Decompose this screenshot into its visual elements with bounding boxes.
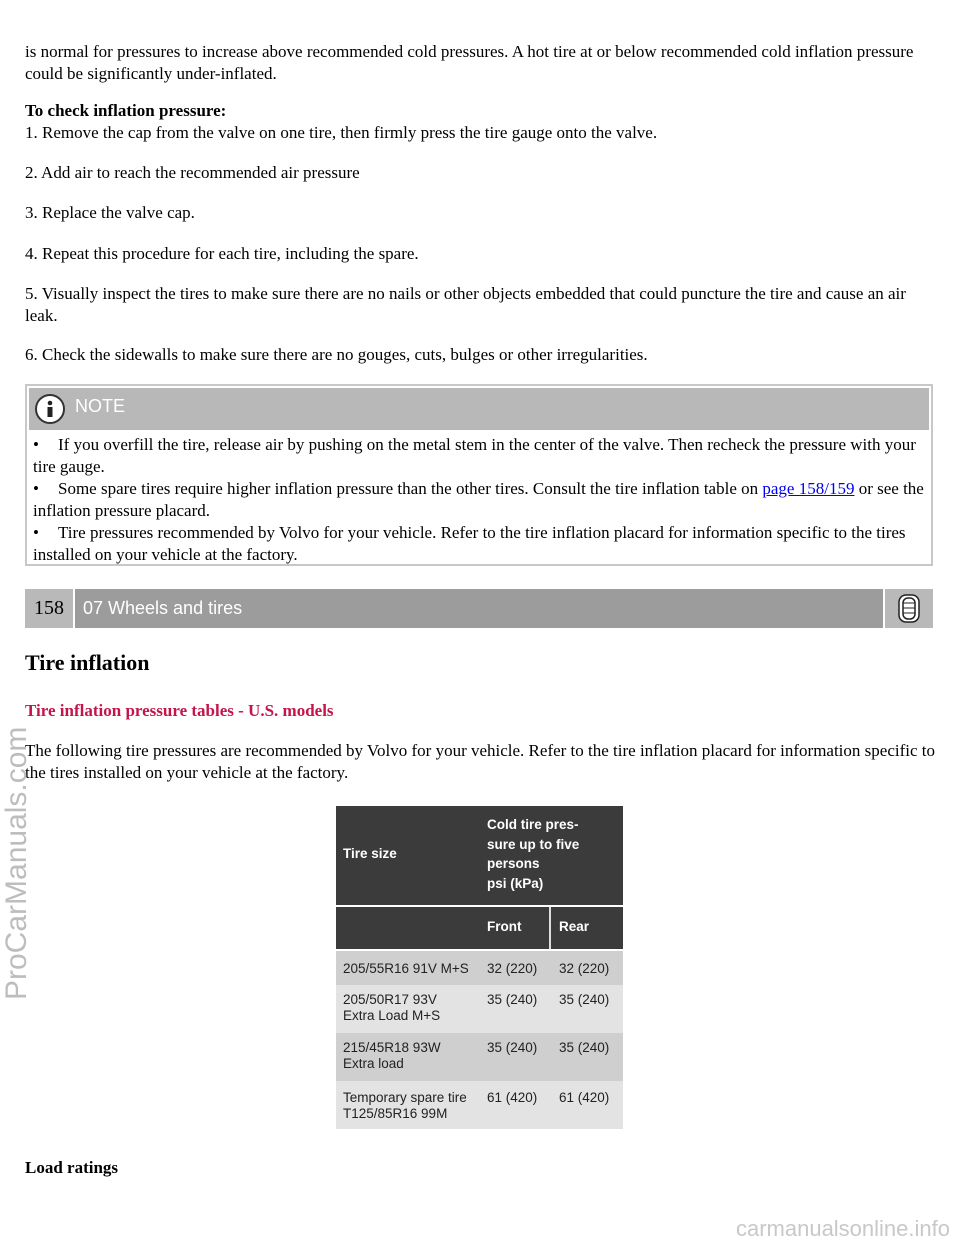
page-link[interactable]: page 158/159 (762, 479, 855, 498)
note-item (33, 434, 925, 478)
continued-paragraph: is normal for pressures to increase above recommended cold pressures. A hot tire at or below recommended cold inflation pressure could be significantly under-inflated. (25, 42, 914, 83)
cell-tire-size: 205/50R17 93V (343, 992, 437, 1007)
cell-front: 61 (420) (487, 1090, 538, 1105)
tire-pressure-table (336, 806, 623, 1129)
cell-tire-size: Temporary spare tire (343, 1090, 467, 1105)
page-number: 158 (25, 589, 73, 628)
note-item (33, 478, 925, 522)
step-3: 3. Replace the valve cap. (25, 203, 195, 222)
cell-tire-size: 215/45R18 93W (343, 1040, 441, 1055)
table-subheader (336, 907, 623, 949)
info-icon (35, 394, 65, 424)
side-watermark: ProCarManuals.com (0, 726, 33, 1000)
section-paragraph: The following tire pressures are recommended by Volvo for your vehicle. Refer to the tire inflation placard for information specific to the tires installed on your vehicle at the factory. (25, 741, 935, 782)
bullet-icon: • (33, 479, 39, 498)
cell-tire-size-line2: Extra load (343, 1056, 404, 1071)
table-row (336, 985, 623, 1033)
header-cold-line: sure up to five (487, 837, 580, 852)
header-cold-line: persons (487, 856, 540, 871)
header-cold-line: Cold tire pres- (487, 817, 579, 832)
chapter-bar (25, 589, 933, 628)
cell-front: 35 (240) (487, 992, 538, 1007)
cell-rear: 32 (220) (559, 961, 610, 976)
note-item-text: Tire pressures recommended by Volvo for your vehicle. Refer to the tire inflation placard for information specific to the tires installed on your vehicle at the factory. (33, 523, 906, 564)
header-tire-size: Tire size (343, 846, 397, 861)
column-divider (549, 907, 551, 949)
note-list (33, 434, 925, 566)
step-5: 5. Visually inspect the tires to make sure there are no nails or other objects embedded that could puncture the tire and cause an air leak. (25, 284, 906, 325)
note-item-text: or see the inflation pressure placard. (33, 479, 924, 520)
table-row (336, 1081, 623, 1129)
wheel-icon (885, 589, 933, 628)
bullet-icon: • (33, 435, 39, 454)
step-4: 4. Repeat this procedure for each tire, including the spare. (25, 244, 419, 263)
load-ratings-heading: Load ratings (25, 1158, 119, 1177)
cell-tire-size: 205/55R16 91V M+S (343, 961, 469, 976)
bullet-icon: • (33, 523, 39, 542)
note-item-text: If you overfill the tire, release air by pushing on the metal stem in the center of the valve. Then recheck the pressure with your tire gauge. (33, 435, 916, 476)
footer-watermark: carmanualsonline.info (735, 1216, 950, 1241)
cell-rear: 35 (240) (559, 1040, 610, 1055)
cell-front: 35 (240) (487, 1040, 538, 1055)
step-1: 1. Remove the cap from the valve on one tire, then firmly press the tire gauge onto the valve. (25, 123, 658, 142)
header-front: Front (487, 919, 522, 934)
note-title: NOTE (75, 396, 126, 416)
section-subtitle: Tire inflation pressure tables - U.S. models (25, 701, 334, 720)
note-item-text: Some spare tires require higher inflation pressure than the other tires. Consult the tire inflation table on (58, 479, 763, 498)
cell-tire-size-line2: T125/85R16 99M (343, 1106, 448, 1121)
cell-tire-size-line2: Extra Load M+S (343, 1008, 441, 1023)
table-row (336, 1033, 623, 1081)
cell-rear: 61 (420) (559, 1090, 610, 1105)
note-item (33, 522, 925, 566)
note-header (29, 388, 929, 430)
check-inflation-heading: To check inflation pressure: (25, 101, 227, 120)
header-rear: Rear (559, 919, 590, 934)
step-2: 2. Add air to reach the recommended air pressure (25, 163, 360, 182)
cell-front: 32 (220) (487, 961, 538, 976)
header-cold-line: psi (kPa) (487, 876, 544, 891)
note-box (25, 384, 933, 566)
table-row (336, 951, 623, 985)
cell-rear: 35 (240) (559, 992, 610, 1007)
chapter-title: 07 Wheels and tires (75, 589, 883, 628)
table-header (336, 806, 623, 905)
section-title: Tire inflation (25, 650, 150, 675)
step-6: 6. Check the sidewalls to make sure there are no gouges, cuts, bulges or other irregularities. (25, 345, 648, 364)
